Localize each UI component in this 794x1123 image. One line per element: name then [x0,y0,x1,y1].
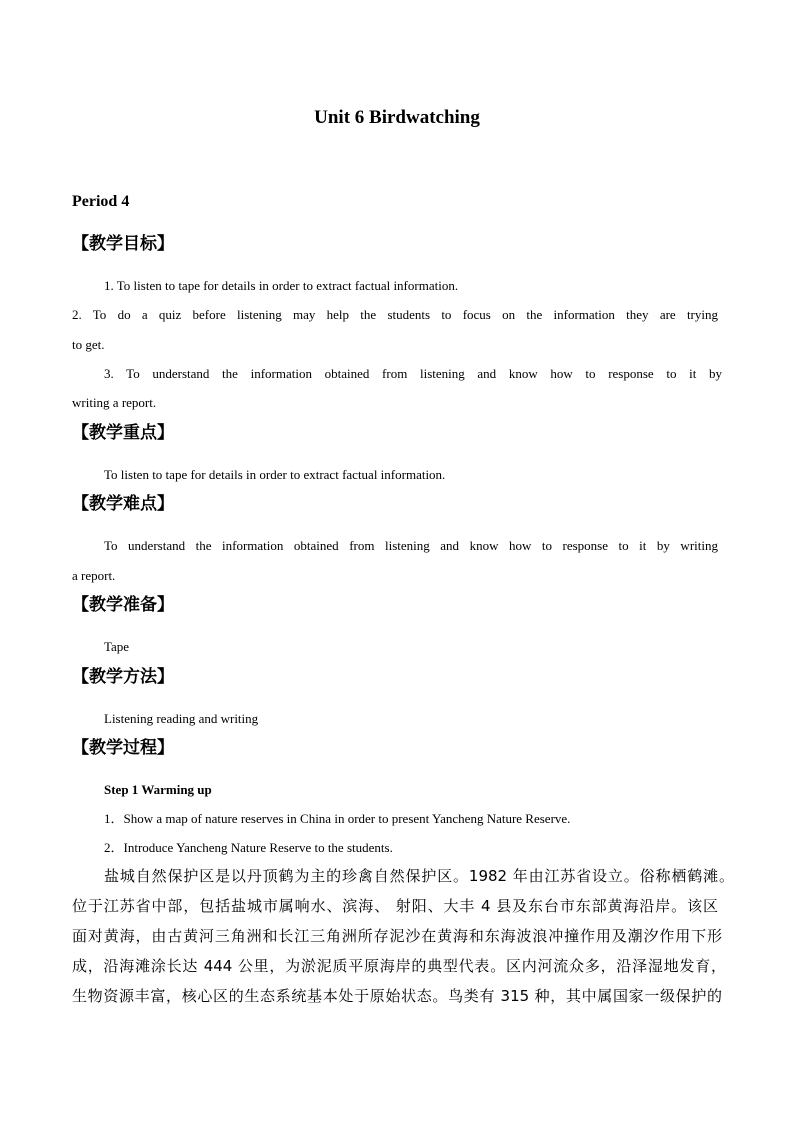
objective-item-3-line-1: 3. To understand the information obtained from listening and know how to response to it by [104,366,722,381]
objective-item-1: 1. To listen to tape for details in order to extract factual information. [104,278,459,293]
step-1-title: Step 1 Warming up [104,782,212,797]
process-heading: 【教学过程】 [72,738,174,758]
chinese-paragraph-line-2: 位于江苏省中部，包括盐城市属响水、滨海、 射阳、大丰 4 县及东台市东部黄海沿岸。该区 [72,897,718,915]
methods-text: Listening reading and writing [104,711,259,726]
difficulties-heading: 【教学难点】 [72,494,174,514]
preparation-heading: 【教学准备】 [72,595,174,615]
objective-item-2-line-2: to get. [72,337,105,352]
chinese-paragraph-line-3: 面对黄海，由古黄河三角洲和长江三角洲所存泥沙在黄海和东海波浪冲撞作用及潮汐作用下形 [72,927,722,945]
chinese-paragraph-line-4: 成，沿海滩涂长达 444 公里，为淤泥质平原海岸的典型代表。区内河流众多，沿泽湿地发育， [72,957,726,975]
key-points-text: To listen to tape for details in order to extract factual information. [104,467,446,482]
process-item-1: 1．Show a map of nature reserves in China in order to present Yancheng Nature Reserve. [104,811,571,826]
objective-item-3-line-2: writing a report. [72,395,157,410]
difficulties-line-2: a report. [72,568,116,583]
chinese-paragraph-line-1: 盐城自然保护区是以丹顶鹤为主的珍禽自然保护区。1982 年由江苏省设立。俗称栖鹤滩。 [104,867,734,885]
methods-heading: 【教学方法】 [72,667,174,687]
period-label: Period 4 [72,193,130,210]
document-title: Unit 6 Birdwatching [314,107,480,128]
preparation-text: Tape [104,639,130,654]
objective-item-2-line-1: 2. To do a quiz before listening may help the students to focus on the information they are trying [72,307,718,322]
objectives-heading: 【教学目标】 [72,234,174,254]
difficulties-line-1: To understand the information obtained from listening and know how to response to it by writing [104,538,718,553]
key-points-heading: 【教学重点】 [72,423,174,443]
chinese-paragraph-line-5: 生物资源丰富，核心区的生态系统基本处于原始状态。鸟类有 315 种，其中属国家一级保护的 [72,987,722,1005]
process-item-2: 2．Introduce Yancheng Nature Reserve to the students. [104,840,393,855]
